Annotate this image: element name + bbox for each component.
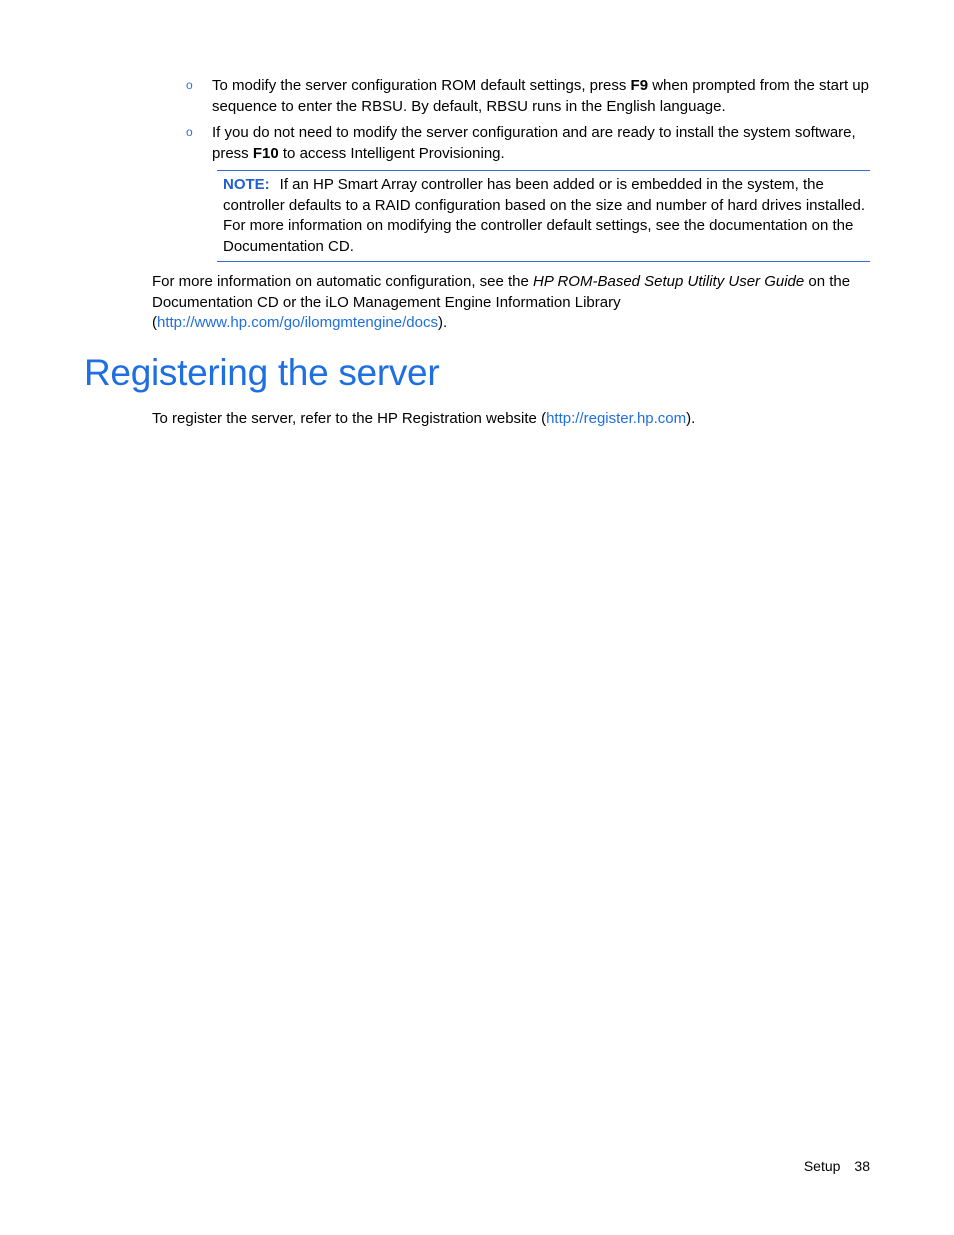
bullet-text: To modify the server configuration ROM default settings, press bbox=[212, 77, 631, 94]
bullet-list bbox=[186, 75, 870, 169]
paragraph-text: ). bbox=[437, 314, 448, 331]
bullet-marker: o bbox=[186, 125, 193, 139]
paragraph-text: ). bbox=[686, 410, 696, 427]
guide-title: HP ROM-Based Setup Utility User Guide bbox=[533, 273, 805, 290]
bullet-text: If you do not need to modify the server configuration and are ready to install the system software, press bbox=[212, 124, 856, 162]
registration-link[interactable]: http://register.hp.com bbox=[546, 410, 687, 427]
note-label: NOTE: bbox=[223, 176, 270, 193]
bullet-marker: o bbox=[186, 78, 193, 92]
register-paragraph bbox=[152, 409, 870, 430]
list-item bbox=[186, 122, 870, 164]
list-item bbox=[186, 75, 870, 117]
section-heading: Registering the server bbox=[84, 352, 440, 393]
paragraph-text: To register the server, refer to the HP Registration website ( bbox=[152, 410, 547, 427]
page-number: 38 bbox=[854, 1158, 870, 1174]
note-box bbox=[217, 170, 870, 262]
key-name: F10 bbox=[252, 145, 279, 162]
paragraph-text: For more information on automatic configuration, see the bbox=[152, 273, 534, 290]
bullet-text: when prompted from the start up sequence to enter the RBSU. By default, RBSU runs in the English language. bbox=[212, 77, 869, 115]
bullet-text: to access Intelligent Provisioning. bbox=[278, 145, 505, 162]
info-paragraph bbox=[152, 272, 870, 334]
page-footer bbox=[804, 1158, 870, 1174]
note-text: If an HP Smart Array controller has been added or is embedded in the system, the controller defaults to a RAID configuration based on the size and number of hard drives installed. For more information on modifying the controller default settings, see the documentation on the Documentation CD. bbox=[223, 176, 866, 255]
paragraph-text: on the Documentation CD or the iLO Management Engine Information Library ( bbox=[152, 273, 851, 331]
ilo-docs-link[interactable]: http://www.hp.com/go/ilomgmtengine/docs bbox=[157, 314, 438, 331]
key-name: F9 bbox=[630, 77, 649, 94]
footer-section: Setup bbox=[803, 1158, 841, 1174]
